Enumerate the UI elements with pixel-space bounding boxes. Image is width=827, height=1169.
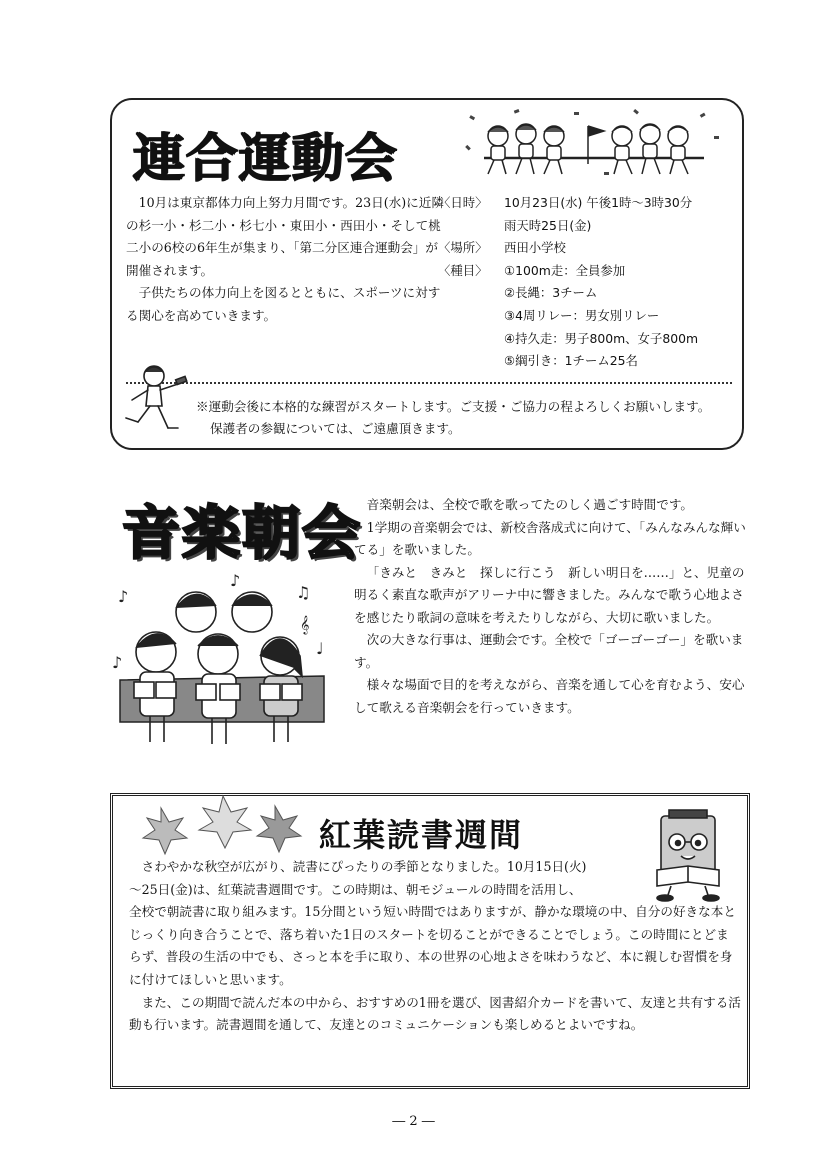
choir-children-illustration <box>110 572 332 750</box>
sports-day-intro <box>126 192 444 328</box>
reading-week-title: 紅葉読書週間 <box>319 816 524 854</box>
music-paragraph: 様々な場面で目的を考えながら、音楽を通して心を育むよう、安心して歌える音楽朝会を行っていきます。 <box>354 677 745 715</box>
music-assembly-title: 音楽朝会 <box>122 499 363 567</box>
sports-day-section <box>110 98 744 450</box>
place-label: 〈場所〉 <box>438 240 488 256</box>
event-item: ④持久走：男子800m、女子800m <box>504 330 699 346</box>
svg-text:♪: ♪ <box>112 653 123 672</box>
reading-intro-line: ～25日(金)は、紅葉読書週間です。この時期は、朝モジュールの時間を活用し、 <box>129 881 582 897</box>
music-paragraph: 1学期の音楽朝会では、新校舎落成式に向けて、「みんなみんな輝いてる」を歌いました。 <box>354 519 746 557</box>
date-label: 〈日時〉 <box>438 195 488 210</box>
events-label: 〈種目〉 <box>438 262 488 278</box>
note-line: 保護者の参観については、ご遠慮頂きます。 <box>210 421 461 436</box>
svg-text:♩: ♩ <box>316 639 324 658</box>
date-row <box>438 192 738 237</box>
reading-intro-line: さわやかな秋空が広がり、読書にぴったりの季節となりました。10月15日(火) <box>141 859 587 874</box>
svg-text:♪: ♪ <box>230 572 241 590</box>
relay-runner-illustration <box>118 362 192 440</box>
event-item: ⑤綱引き：1チーム25名 <box>504 353 638 369</box>
note-line: ※運動会後に本格的な練習がスタートします。ご支援・ご協力の程よろしくお願いします。 <box>196 399 711 414</box>
music-assembly-body <box>354 494 750 719</box>
dotted-divider <box>126 382 732 384</box>
music-paragraph: 音楽朝会は、全校で歌を歌ってたのしく過ごす時間です。 <box>366 497 694 512</box>
date-value: 10月23日(水) 午後1時～3時30分 <box>504 195 693 210</box>
event-item: ②長縄：3チーム <box>504 285 598 301</box>
sports-day-intro-paragraph: 10月は東京都体力向上努力月間です。23日(水)に近隣の杉一小・杉二小・杉七小・東田小・西田小・そして桃二小の6校の6年生が集まり、「第二分区連合運動会」が開催されます。 <box>126 195 444 278</box>
rain-date-value: 雨天時25日(金) <box>504 217 592 233</box>
sports-day-info <box>438 192 738 373</box>
events-row <box>438 260 738 373</box>
sports-day-note <box>196 396 736 440</box>
reading-week-body <box>129 856 741 1037</box>
sports-day-intro-paragraph: 子供たちの体力向上を図るとともに、スポーツに対する関心を高めていきます。 <box>126 285 441 323</box>
reading-week-section <box>110 793 750 1089</box>
event-item: ③4周リレー：男女別リレー <box>504 307 660 323</box>
svg-text:♪: ♪ <box>118 587 129 606</box>
music-paragraph: 次の大きな行事は、運動会です。全校で「ゴーゴーゴー」を歌います。 <box>354 632 744 670</box>
reading-paragraph: 全校で朝読書に取り組みます。15分間という短い時間ではありますが、静かな環境の中、自分の好きな本とじっくり向き合うことで、落ち着いた1日のスタートを切ることができることでしょう。この時間にとどまらず、普段の生活の中でも、さっと本を手に取り、本の世界の心地よさを味わうなど、本に親しむ習慣を身に付けてほしいと思います。 <box>129 904 736 987</box>
autumn-leaves-illustration <box>127 788 317 858</box>
reading-paragraph: また、この期間で読んだ本の中から、おすすめの1冊を選び、図書紹介カードを書いて、友達と共有する活動も行います。読書週間を通して、友達とのコミュニケーションも楽しめるとよいですね。 <box>129 994 741 1033</box>
music-paragraph: 「きみと きみと 探しに行こう 新しい明日を……」と、児童の明るく素直な歌声がアリーナ中に響きました。みんなで歌う心地よさを感じたり歌詞の意味を考えたりしながら、大切に歌いました。 <box>354 564 745 625</box>
page-number: ― 2 ― <box>392 1114 435 1129</box>
svg-text:𝄞: 𝄞 <box>300 615 310 634</box>
place-value: 西田小学校 <box>504 240 566 256</box>
place-row <box>438 237 738 260</box>
svg-text:♫: ♫ <box>296 583 311 602</box>
tug-of-war-illustration <box>464 106 726 184</box>
event-item: ①100m走：全員参加 <box>504 262 626 278</box>
sports-day-title: 連合運動会 <box>132 129 398 189</box>
